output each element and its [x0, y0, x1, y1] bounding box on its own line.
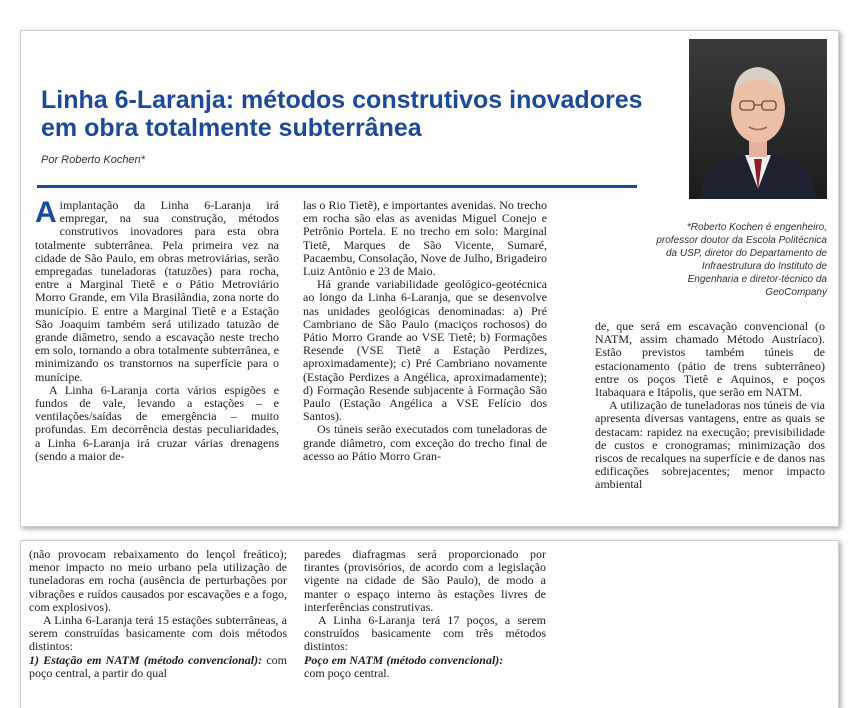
- paragraph: com poço central.: [304, 665, 390, 680]
- text-column-3: [595, 320, 825, 492]
- paragraph: las o Rio Tietê), e importantes avenidas. No trecho em rocha são elas as avenidas Miguel Conejo e Petrônio Portela. E no trecho em solo: Marginal Tietê, Marques de São Vicente, Sumaré, Pacaembu, Consolação, Nove de Julho, Brigadeiro Luiz Antônio e 23 de Maio.: [303, 198, 547, 279]
- paragraph: Os túneis serão executados com tuneladoras de grande diâmetro, com exceção do trecho final de acesso ao Pátio Morro Gran-: [303, 422, 547, 463]
- magazine-page-bottom: [20, 540, 839, 708]
- text-column-4: [29, 548, 287, 680]
- article-title: Linha 6-Laranja: métodos construtivos inovadores em obra totalmente subterrânea: [41, 86, 643, 142]
- byline: Por Roberto Kochen*: [41, 154, 145, 166]
- magazine-page-top: [20, 30, 839, 527]
- paragraph: Há grande variabilidade geológico-geotécnica ao longo da Linha 6-Laranja, que se desenvolve nas unidades geológicas denominadas: a) Pré Cambriano de São Paulo (maciços rochosos) do Pátio Morro Grande ao VSE Tietê; b) Formações Resende (VSE Tietê a Estação Perdizes, aproximadamente); c) Pré Cambriano novamente (Estação Perdizes a Angélica, aproximadamente); d) Formação Resende subjacente à Formação São Paulo (Estação Angélica a VSE Felício dos Santos).: [303, 277, 547, 424]
- subheading: Poço em NATM (método convencional):: [304, 652, 504, 667]
- photo-caption: *Roberto Kochen é engenheiro, professor doutor da Escola Politécnica da USP, diretor do Departamento de Infraestrutura do Instituto de Engenharia e diretor-técnico da GeoCompany: [656, 222, 827, 298]
- drop-cap: A: [35, 196, 57, 229]
- author-photo: [689, 39, 827, 199]
- subheading: 1) Estação em NATM (método convencional):: [29, 652, 263, 667]
- text-column-2: [303, 199, 547, 463]
- paragraph: A Linha 6-Laranja terá 17 poços, a serem construídos basicamente com três métodos distintos:: [304, 613, 546, 654]
- paragraph: A Linha 6-Laranja terá 15 estações subterrâneas, a serem construídas basicamente com dois métodos distintos:: [29, 613, 287, 654]
- paragraph: A Linha 6-Laranja corta vários espigões e fundos de vale, levando a estações – e ventilações/saídas de emergência – muito profundas. Em decorrência destas peculiaridades, a Linha 6-Laranja irá cruzar várias drenagens (sendo a maior de-: [35, 382, 279, 463]
- title-rule: [37, 185, 637, 188]
- paragraph: implantação da Linha 6-Laranja irá empregar, na sua construção, métodos construtivos inovadores para esta obra totalmente subterrânea. Pela primeira vez na cidade de São Paulo, em obras metroviárias, serão empregadas tuneladoras (tatuzões) para rocha, entre a Marginal Tietê e o Pátio Metroviário Morro Grande, em Vila Brasilândia, zona norte do município. E entre a Marginal Tietê e a Estação São Joaquim também será utilizado tatuzão de grande diâmetro, sendo a escavação neste trecho em solo, tornando a obra totalmente subterrânea, e minimizando os transtornos na superfície para o munícipe.: [35, 198, 279, 384]
- paragraph: A utilização de tuneladoras nos túneis de via apresenta diversas vantagens, entre as quais se destacam: rapidez na execução; previsibilidade de custos e cronogramas; minimização dos riscos de recalques na superfície e de danos nas edificações sobrejacentes; menor impacto ambiental: [595, 398, 825, 492]
- text-column-5: [304, 548, 546, 680]
- paragraph: com poço central, a partir do qual: [29, 652, 288, 680]
- text-column-1: [35, 196, 279, 463]
- paragraph: de, que será em escavação convencional (o NATM, assim chamado Método Austríaco). Estão previstos também túneis de estacionamento (pátio de trens subterrâneo) entre os poços Tietê e Aquinos, e poços Itabaquara e Itápolis, que serão em NATM.: [595, 319, 825, 400]
- paragraph: (não provocam rebaixamento do lençol freático); menor impacto no meio urbano pela utilização de tuneladoras em rocha (ausência de perturbações por vibrações e ruídos causados por escavações e a fogo, com explosivos).: [29, 547, 287, 614]
- paragraph: paredes diafragmas será proporcionado por tirantes (provisórios, de acordo com a legislação vigente na cidade de São Paulo), de modo a manter o espaço interno às estações livres de interferências construtivas.: [304, 547, 546, 614]
